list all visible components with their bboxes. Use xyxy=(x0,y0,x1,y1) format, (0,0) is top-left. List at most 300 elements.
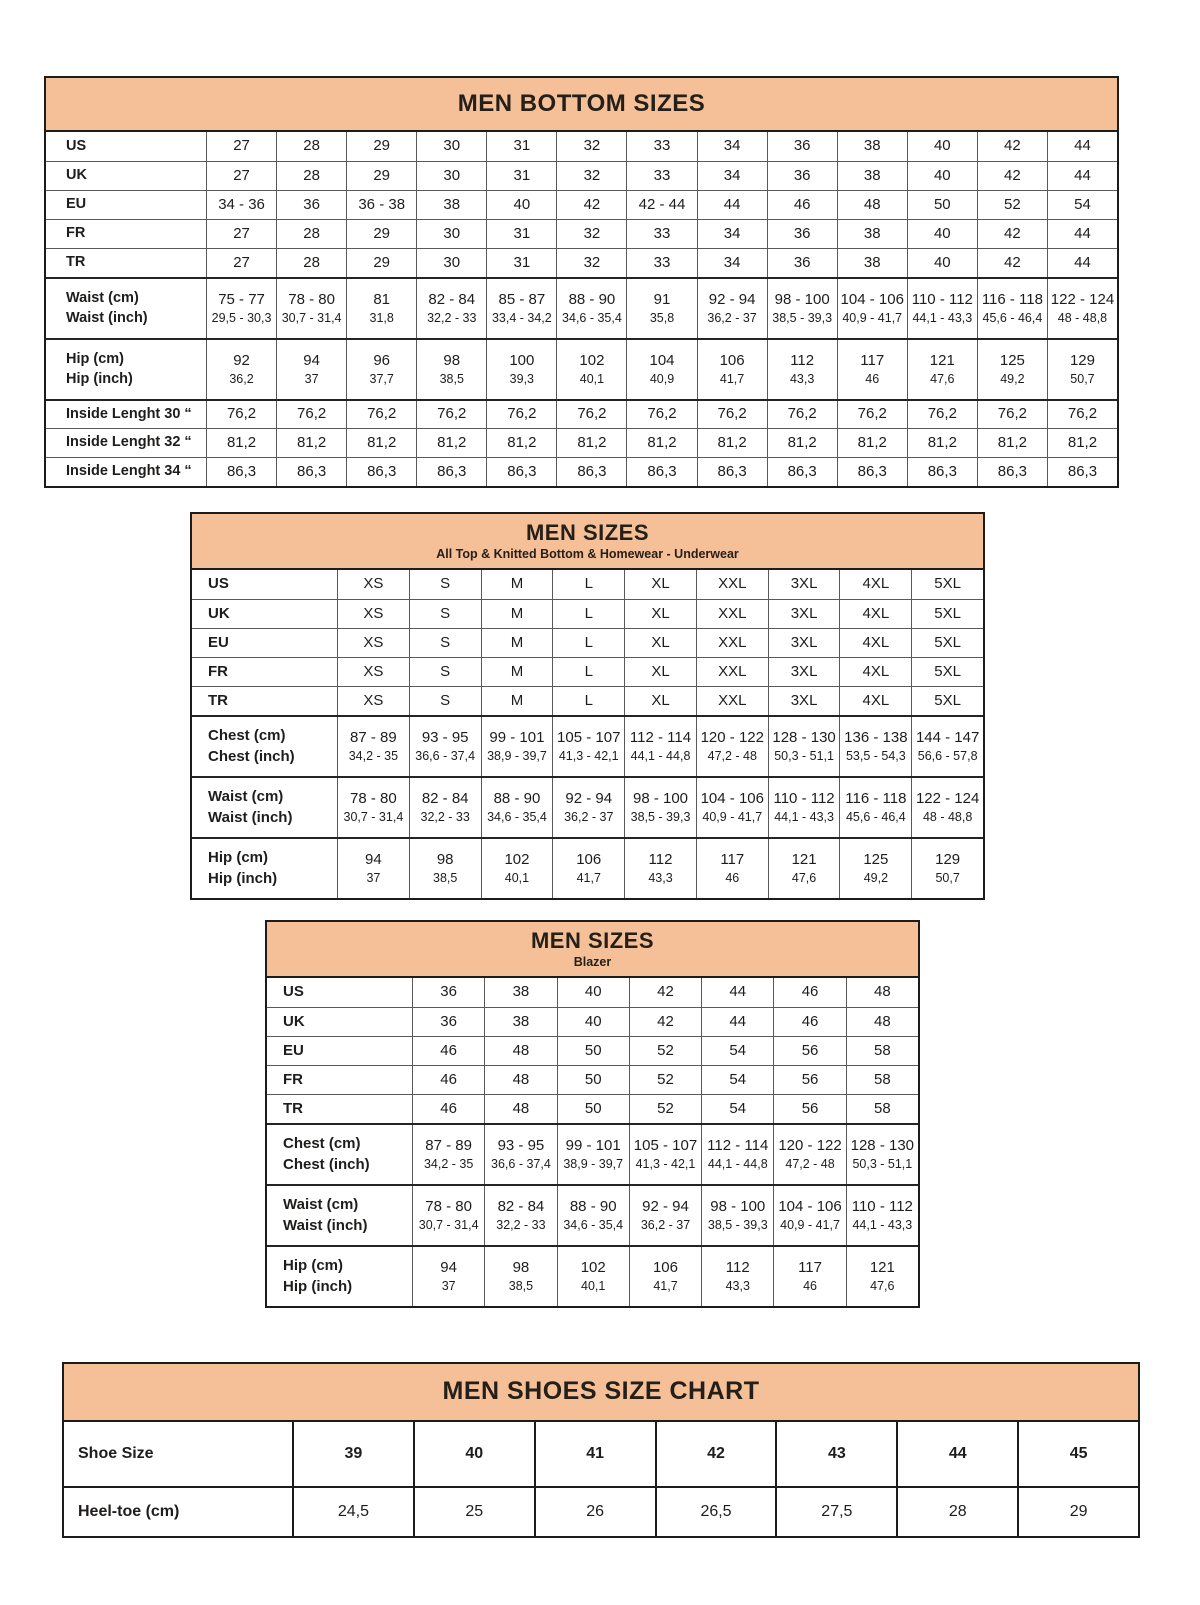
size-cell: 48 xyxy=(484,1095,556,1123)
row-label: Inside Lenght 30 “ xyxy=(66,405,192,422)
size-cell: 33 xyxy=(626,132,696,161)
size-cell: 104 40,9 xyxy=(626,340,696,399)
size-cell: 42 xyxy=(977,249,1047,277)
table-row xyxy=(192,837,983,898)
size-cell: 81 31,8 xyxy=(346,279,416,338)
table-header xyxy=(267,922,918,978)
size-cell: 33 xyxy=(626,249,696,277)
row-label: Hip (cm) Hip (inch) xyxy=(208,849,278,887)
size-cell: 112 - 114 44,1 - 44,8 xyxy=(624,717,696,776)
size-cell: 38 xyxy=(837,162,907,190)
row-label: Hip (cm) Hip (inch) xyxy=(283,1257,353,1295)
size-cell: 76,2 xyxy=(486,401,556,428)
size-cell: 46 xyxy=(773,1008,845,1036)
table-row xyxy=(192,599,983,628)
size-cell: 105 - 107 41,3 - 42,1 xyxy=(629,1125,701,1184)
size-cell: 29 xyxy=(346,162,416,190)
table-row xyxy=(267,1123,918,1184)
size-cell: 82 - 84 32,2 - 33 xyxy=(416,279,486,338)
size-cell: 98 38,5 xyxy=(416,340,486,399)
size-cell: 58 xyxy=(846,1066,918,1094)
size-cell: 36 xyxy=(412,978,484,1007)
row-label: FR xyxy=(66,225,86,242)
size-cell: 76,2 xyxy=(1047,401,1117,428)
men-sizes-top-table xyxy=(190,512,985,900)
size-cell: 106 41,7 xyxy=(629,1247,701,1306)
size-cell: 42 xyxy=(556,191,626,219)
size-cell: 76,2 xyxy=(556,401,626,428)
size-cell: 46 xyxy=(412,1066,484,1094)
size-cell: XS xyxy=(337,658,409,686)
size-cell: 86,3 xyxy=(697,458,767,486)
size-cell: 44 xyxy=(1047,220,1117,248)
size-cell: 52 xyxy=(629,1066,701,1094)
table-row xyxy=(46,457,1117,486)
size-cell: 28 xyxy=(276,132,346,161)
size-cell: 121 47,6 xyxy=(768,839,840,898)
row-label: UK xyxy=(66,167,87,184)
size-cell: 38 xyxy=(416,191,486,219)
table-header xyxy=(64,1364,1138,1422)
size-cell: 91 35,8 xyxy=(626,279,696,338)
row-label: Waist (cm) Waist (inch) xyxy=(208,788,293,826)
size-cell: 81,2 xyxy=(556,429,626,457)
size-cell: 28 xyxy=(276,220,346,248)
size-cell: XS xyxy=(337,570,409,599)
size-cell: 5XL xyxy=(911,600,983,628)
size-cell: 27 xyxy=(206,132,276,161)
size-cell: 86,3 xyxy=(1047,458,1117,486)
size-cell: 48 xyxy=(484,1037,556,1065)
size-cell: 116 - 118 45,6 - 46,4 xyxy=(977,279,1047,338)
size-cell: 58 xyxy=(846,1037,918,1065)
size-cell: 5XL xyxy=(911,658,983,686)
size-cell: 102 40,1 xyxy=(556,340,626,399)
size-cell: 99 - 101 38,9 - 39,7 xyxy=(481,717,553,776)
size-cell: 76,2 xyxy=(416,401,486,428)
size-cell: 106 41,7 xyxy=(697,340,767,399)
table-body xyxy=(192,570,983,898)
size-cell: 94 37 xyxy=(337,839,409,898)
size-cell: 86,3 xyxy=(206,458,276,486)
size-cell: M xyxy=(481,658,553,686)
size-cell: 31 xyxy=(486,220,556,248)
size-cell: 36 xyxy=(767,162,837,190)
size-cell: 42 xyxy=(977,162,1047,190)
size-cell: 94 37 xyxy=(412,1247,484,1306)
table-body xyxy=(46,132,1117,486)
size-cell: L xyxy=(552,629,624,657)
size-cell: 42 xyxy=(977,132,1047,161)
size-cell: 54 xyxy=(701,1095,773,1123)
size-cell: 144 - 147 56,6 - 57,8 xyxy=(911,717,983,776)
row-label: EU xyxy=(66,196,87,213)
size-cell: 98 38,5 xyxy=(409,839,481,898)
size-cell: 34 xyxy=(697,249,767,277)
size-cell: 32 xyxy=(556,132,626,161)
size-cell: 122 - 124 48 - 48,8 xyxy=(911,778,983,837)
size-cell: XS xyxy=(337,687,409,715)
size-cell: 40 xyxy=(907,249,977,277)
size-cell: 117 46 xyxy=(837,340,907,399)
size-cell: 40 xyxy=(557,978,629,1007)
size-cell: 25 xyxy=(413,1488,534,1536)
size-cell: 92 - 94 36,2 - 37 xyxy=(629,1186,701,1245)
size-cell: 4XL xyxy=(839,600,911,628)
size-cell: 93 - 95 36,6 - 37,4 xyxy=(484,1125,556,1184)
size-cell: 81,2 xyxy=(1047,429,1117,457)
size-cell: L xyxy=(552,658,624,686)
size-cell: 30 xyxy=(416,249,486,277)
table-row xyxy=(64,1486,1138,1536)
size-cell: 129 50,7 xyxy=(911,839,983,898)
size-cell: 76,2 xyxy=(276,401,346,428)
size-cell: XS xyxy=(337,629,409,657)
row-label: Chest (cm) Chest (inch) xyxy=(208,727,295,765)
size-cell: XL xyxy=(624,629,696,657)
size-cell: 34 xyxy=(697,220,767,248)
size-cell: 36 xyxy=(767,132,837,161)
size-cell: 96 37,7 xyxy=(346,340,416,399)
size-cell: 43 xyxy=(775,1422,896,1486)
size-cell: 81,2 xyxy=(977,429,1047,457)
size-cell: 3XL xyxy=(768,570,840,599)
size-cell: 81,2 xyxy=(486,429,556,457)
table-subtitle: Blazer xyxy=(573,955,612,970)
size-cell: 88 - 90 34,6 - 35,4 xyxy=(481,778,553,837)
size-cell: 56 xyxy=(773,1095,845,1123)
size-cell: 27 xyxy=(206,220,276,248)
size-cell: 29 xyxy=(346,220,416,248)
size-cell: 36 xyxy=(767,220,837,248)
size-cell: 40 xyxy=(907,132,977,161)
size-cell: 81,2 xyxy=(697,429,767,457)
size-cell: 110 - 112 44,1 - 43,3 xyxy=(907,279,977,338)
table-row xyxy=(46,399,1117,428)
size-cell: 28 xyxy=(276,162,346,190)
size-cell: XXL xyxy=(696,629,768,657)
size-cell: 44 xyxy=(701,978,773,1007)
size-cell: 117 46 xyxy=(773,1247,845,1306)
size-cell: 27,5 xyxy=(775,1488,896,1536)
size-cell: M xyxy=(481,570,553,599)
row-label: FR xyxy=(208,662,228,680)
men-bottom-sizes-table xyxy=(44,76,1119,488)
size-cell: 4XL xyxy=(839,687,911,715)
size-cell: 85 - 87 33,4 - 34,2 xyxy=(486,279,556,338)
size-cell: L xyxy=(552,600,624,628)
size-cell: 30 xyxy=(416,220,486,248)
size-cell: 92 - 94 36,2 - 37 xyxy=(697,279,767,338)
size-cell: 44 xyxy=(701,1008,773,1036)
table-row xyxy=(267,1245,918,1306)
size-cell: 86,3 xyxy=(977,458,1047,486)
size-cell: 121 47,6 xyxy=(846,1247,918,1306)
table-header xyxy=(192,514,983,570)
size-cell: 112 43,3 xyxy=(624,839,696,898)
size-cell: 3XL xyxy=(768,658,840,686)
size-cell: 34 xyxy=(697,132,767,161)
size-cell: XXL xyxy=(696,658,768,686)
size-cell: 75 - 77 29,5 - 30,3 xyxy=(206,279,276,338)
size-cell: 34 xyxy=(697,162,767,190)
size-cell: 98 - 100 38,5 - 39,3 xyxy=(767,279,837,338)
size-cell: 117 46 xyxy=(696,839,768,898)
size-cell: 102 40,1 xyxy=(557,1247,629,1306)
size-cell: 29 xyxy=(346,132,416,161)
size-cell: 26 xyxy=(534,1488,655,1536)
row-label: Hip (cm) Hip (inch) xyxy=(66,350,133,387)
size-cell: 30 xyxy=(416,162,486,190)
size-cell: 76,2 xyxy=(626,401,696,428)
row-label: UK xyxy=(283,1012,305,1030)
size-cell: 102 40,1 xyxy=(481,839,553,898)
size-cell: 50 xyxy=(557,1066,629,1094)
size-cell: 104 - 106 40,9 - 41,7 xyxy=(696,778,768,837)
size-cell: 87 - 89 34,2 - 35 xyxy=(412,1125,484,1184)
size-cell: 86,3 xyxy=(837,458,907,486)
size-cell: 99 - 101 38,9 - 39,7 xyxy=(557,1125,629,1184)
size-cell: 86,3 xyxy=(486,458,556,486)
size-cell: 4XL xyxy=(839,658,911,686)
size-cell: 120 - 122 47,2 - 48 xyxy=(773,1125,845,1184)
table-title: MEN BOTTOM SIZES xyxy=(457,89,706,117)
size-cell: 48 xyxy=(837,191,907,219)
table-row xyxy=(267,1094,918,1123)
size-cell: 112 - 114 44,1 - 44,8 xyxy=(701,1125,773,1184)
size-cell: 4XL xyxy=(839,570,911,599)
size-cell: 76,2 xyxy=(977,401,1047,428)
size-cell: 104 - 106 40,9 - 41,7 xyxy=(773,1186,845,1245)
size-cell: 38 xyxy=(484,1008,556,1036)
table-row xyxy=(192,686,983,715)
size-cell: 40 xyxy=(907,220,977,248)
size-cell: 30 xyxy=(416,132,486,161)
table-row xyxy=(192,570,983,599)
size-cell: 78 - 80 30,7 - 31,4 xyxy=(412,1186,484,1245)
size-cell: 86,3 xyxy=(346,458,416,486)
size-cell: 81,2 xyxy=(767,429,837,457)
size-cell: 45 xyxy=(1017,1422,1138,1486)
table-row xyxy=(192,628,983,657)
size-cell: M xyxy=(481,687,553,715)
size-cell: 5XL xyxy=(911,687,983,715)
size-cell: 104 - 106 40,9 - 41,7 xyxy=(837,279,907,338)
size-cell: 87 - 89 34,2 - 35 xyxy=(337,717,409,776)
size-cell: 46 xyxy=(767,191,837,219)
size-cell: 40 xyxy=(413,1422,534,1486)
size-cell: 76,2 xyxy=(206,401,276,428)
size-cell: 31 xyxy=(486,162,556,190)
size-cell: 50 xyxy=(907,191,977,219)
size-cell: 41 xyxy=(534,1422,655,1486)
size-cell: L xyxy=(552,687,624,715)
size-cell: 86,3 xyxy=(626,458,696,486)
size-cell: 44 xyxy=(1047,162,1117,190)
size-cell: 81,2 xyxy=(416,429,486,457)
row-label: EU xyxy=(208,633,229,651)
size-cell: 81,2 xyxy=(346,429,416,457)
size-cell: 110 - 112 44,1 - 43,3 xyxy=(846,1186,918,1245)
size-cell: 33 xyxy=(626,220,696,248)
row-label: US xyxy=(208,575,229,593)
size-cell: 78 - 80 30,7 - 31,4 xyxy=(337,778,409,837)
size-cell: 42 xyxy=(977,220,1047,248)
size-cell: M xyxy=(481,600,553,628)
size-cell: 42 xyxy=(629,1008,701,1036)
size-cell: 39 xyxy=(292,1422,413,1486)
table-row xyxy=(46,190,1117,219)
table-row xyxy=(267,1065,918,1094)
table-row xyxy=(192,715,983,776)
size-cell: XXL xyxy=(696,687,768,715)
row-label: Waist (cm) Waist (inch) xyxy=(283,1196,368,1234)
size-cell: 76,2 xyxy=(767,401,837,428)
size-cell: 76,2 xyxy=(837,401,907,428)
size-cell: 125 49,2 xyxy=(977,340,1047,399)
size-cell: XS xyxy=(337,600,409,628)
size-cell: 3XL xyxy=(768,687,840,715)
size-cell: 52 xyxy=(629,1037,701,1065)
size-cell: 42 xyxy=(629,978,701,1007)
size-cell: 76,2 xyxy=(697,401,767,428)
size-cell: 110 - 112 44,1 - 43,3 xyxy=(768,778,840,837)
size-cell: 36 xyxy=(276,191,346,219)
size-cell: 28 xyxy=(896,1488,1017,1536)
size-cell: 125 49,2 xyxy=(839,839,911,898)
size-cell: 88 - 90 34,6 - 35,4 xyxy=(556,279,626,338)
row-label: TR xyxy=(66,254,86,271)
row-label: US xyxy=(283,983,304,1001)
size-cell: 56 xyxy=(773,1037,845,1065)
size-cell: 31 xyxy=(486,249,556,277)
table-header xyxy=(46,78,1117,132)
row-label: TR xyxy=(208,691,228,709)
row-label: Heel-toe (cm) xyxy=(78,1503,180,1521)
size-cell: 34 - 36 xyxy=(206,191,276,219)
size-cell: 76,2 xyxy=(346,401,416,428)
size-cell: 32 xyxy=(556,220,626,248)
row-label: Inside Lenght 32 “ xyxy=(66,434,192,451)
size-cell: 100 39,3 xyxy=(486,340,556,399)
size-cell: S xyxy=(409,570,481,599)
size-cell: 94 37 xyxy=(276,340,346,399)
size-cell: 3XL xyxy=(768,629,840,657)
row-label: Shoe Size xyxy=(78,1445,154,1463)
size-cell: 82 - 84 32,2 - 33 xyxy=(484,1186,556,1245)
row-label: Waist (cm) Waist (inch) xyxy=(66,289,148,326)
table-body xyxy=(64,1422,1138,1536)
size-cell: 46 xyxy=(412,1095,484,1123)
size-cell: 86,3 xyxy=(767,458,837,486)
table-row xyxy=(267,978,918,1007)
size-cell: 81,2 xyxy=(837,429,907,457)
men-shoes-size-chart-table xyxy=(62,1362,1140,1538)
row-label: TR xyxy=(283,1099,303,1117)
size-cell: 56 xyxy=(773,1066,845,1094)
table-row xyxy=(64,1422,1138,1486)
size-cell: 128 - 130 50,3 - 51,1 xyxy=(846,1125,918,1184)
size-cell: 38 xyxy=(837,249,907,277)
table-row xyxy=(267,1036,918,1065)
table-row xyxy=(192,776,983,837)
row-label: Inside Lenght 34 “ xyxy=(66,463,192,480)
size-cell: XL xyxy=(624,570,696,599)
size-cell: S xyxy=(409,629,481,657)
size-cell: 4XL xyxy=(839,629,911,657)
table-row xyxy=(46,161,1117,190)
size-cell: 88 - 90 34,6 - 35,4 xyxy=(557,1186,629,1245)
size-cell: 86,3 xyxy=(556,458,626,486)
size-cell: 46 xyxy=(773,978,845,1007)
table-row xyxy=(46,338,1117,399)
row-label: EU xyxy=(283,1041,304,1059)
size-cell: 86,3 xyxy=(907,458,977,486)
size-cell: 82 - 84 32,2 - 33 xyxy=(409,778,481,837)
size-cell: XL xyxy=(624,658,696,686)
size-cell: 32 xyxy=(556,249,626,277)
size-cell: 81,2 xyxy=(626,429,696,457)
size-cell: 38 xyxy=(484,978,556,1007)
size-cell: 54 xyxy=(1047,191,1117,219)
size-cell: 29 xyxy=(346,249,416,277)
size-cell: XXL xyxy=(696,570,768,599)
table-row xyxy=(267,1007,918,1036)
table-title: MEN SHOES SIZE CHART xyxy=(442,1377,760,1406)
size-cell: 32 xyxy=(556,162,626,190)
size-cell: 54 xyxy=(701,1066,773,1094)
size-cell: 40 xyxy=(486,191,556,219)
size-cell: 92 - 94 36,2 - 37 xyxy=(552,778,624,837)
size-cell: 98 - 100 38,5 - 39,3 xyxy=(701,1186,773,1245)
size-cell: L xyxy=(552,570,624,599)
size-cell: 78 - 80 30,7 - 31,4 xyxy=(276,279,346,338)
table-subtitle: All Top & Knitted Bottom & Homewear - Underwear xyxy=(436,547,739,562)
size-cell: 40 xyxy=(557,1008,629,1036)
size-cell: 122 - 124 48 - 48,8 xyxy=(1047,279,1117,338)
size-cell: 105 - 107 41,3 - 42,1 xyxy=(552,717,624,776)
size-cell: 42 xyxy=(655,1422,776,1486)
size-cell: M xyxy=(481,629,553,657)
size-cell: 58 xyxy=(846,1095,918,1123)
row-label: FR xyxy=(283,1070,303,1088)
size-cell: 3XL xyxy=(768,600,840,628)
size-cell: 81,2 xyxy=(276,429,346,457)
size-cell: 27 xyxy=(206,249,276,277)
size-cell: 44 xyxy=(1047,249,1117,277)
size-cell: 50 xyxy=(557,1095,629,1123)
size-cell: 121 47,6 xyxy=(907,340,977,399)
size-cell: 42 - 44 xyxy=(626,191,696,219)
table-row xyxy=(46,219,1117,248)
size-cell: 46 xyxy=(412,1037,484,1065)
table-title: MEN SIZES xyxy=(525,519,650,545)
table-row xyxy=(46,428,1117,457)
size-cell: 48 xyxy=(484,1066,556,1094)
size-cell: 29 xyxy=(1017,1488,1138,1536)
row-label: Chest (cm) Chest (inch) xyxy=(283,1135,370,1173)
size-cell: 76,2 xyxy=(907,401,977,428)
size-cell: 112 43,3 xyxy=(701,1247,773,1306)
size-cell: 27 xyxy=(206,162,276,190)
size-cell: 136 - 138 53,5 - 54,3 xyxy=(839,717,911,776)
size-cell: 112 43,3 xyxy=(767,340,837,399)
size-cell: 48 xyxy=(846,978,918,1007)
size-cell: 86,3 xyxy=(276,458,346,486)
size-cell: 52 xyxy=(629,1095,701,1123)
size-cell: S xyxy=(409,658,481,686)
size-cell: 38 xyxy=(837,132,907,161)
